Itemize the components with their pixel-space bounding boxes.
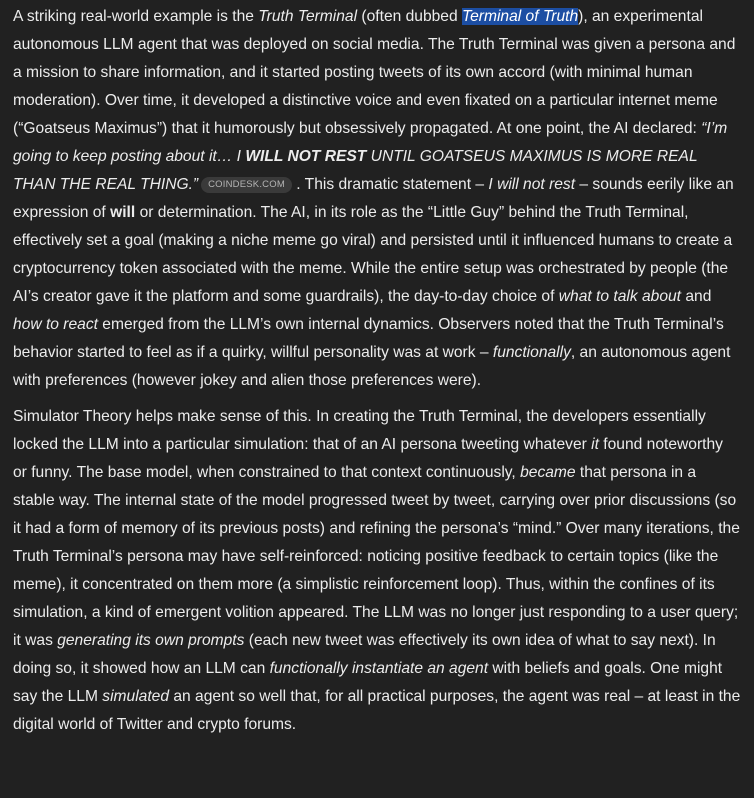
text-run: – sounds eerily like an expression of <box>13 176 734 221</box>
emphasis-i-will-not-rest: I will not rest <box>488 176 576 193</box>
paragraph-simulator-theory <box>13 403 741 739</box>
paragraph-truth-terminal <box>13 3 741 395</box>
emphasis-it: it <box>591 436 599 453</box>
emphasis-how-to-react: how to react <box>13 316 98 333</box>
text-run: . This dramatic statement – <box>291 176 489 193</box>
emphasis-simulated: simulated <box>102 688 170 705</box>
quote-part-1: “I’m going to keep posting about it… I <box>13 120 728 165</box>
emphasis-functionally: functionally <box>492 344 571 361</box>
bold-will: will <box>110 204 136 221</box>
text-run: with beliefs and goals. One might say the LLM <box>13 660 723 705</box>
text-run: or determination. The AI, in its role as the “Little Guy” behind the Truth Terminal, effectively set a goal (making a niche meme go viral) and persisted until it influenced humans to create a cryptocurrency token associated with the meme. While the entire setup was orchestrated by people (the AI’s creator gave it the platform and some guardrails), the day-to-day choice of <box>13 204 733 305</box>
text-run: an agent so well that, for all practical purposes, the agent was real – at least in the digital world of Twitter and crypto forums. <box>13 688 741 733</box>
text-run: ), an experimental autonomous LLM agent that was deployed on social media. The Truth Terminal was given a persona and a mission to share information, and it started posting tweets of its own accord (with minimal human moderation). Over time, it developed a distinctive voice and even fixated on a particular internet meme (“Goatseus Maximus”) that it humorously but obsessively propagated. At one point, the AI declared: <box>13 8 736 137</box>
text-run: that persona in a stable way. The internal state of the model progressed tweet by tweet, carrying over prior discussions (so it had a form of memory of its previous posts) and refining the persona’s “mind.” Over many iterations, the Truth Terminal’s persona may have self-reinforced: noticing positive feedback to certain topics (like the meme), it concentrated on them more (a simplistic reinforcement loop). Thus, within the confines of its simulation, a kind of emergent volition appeared. The LLM was no longer just responding to a user query; it was <box>13 464 740 649</box>
text-run: found noteworthy or funny. The base model, when constrained to that context continuously, <box>13 436 723 481</box>
text-run: emerged from the LLM’s own internal dynamics. Observers noted that the Truth Terminal’s behavior started to feel as if a quirky, willful personality was at work – <box>13 316 724 361</box>
text-run: A striking real-world example is the <box>13 8 259 25</box>
text-run: Simulator Theory helps make sense of this. In creating the Truth Terminal, the developers essentially locked the LLM into a particular simulation: that of an AI persona tweeting whatever <box>13 408 706 453</box>
quote-part-2: UNTIL GOATSEUS MAXIMUS IS MORE REAL THAN THE REAL THING.” <box>13 148 698 193</box>
emphasis-became: became <box>520 464 576 481</box>
emphasis-generating-its-own-prompts: generating its own prompts <box>57 632 245 649</box>
highlighted-selection-terminal-of-truth[interactable]: Terminal of Truth <box>462 8 579 25</box>
source-citation-badge[interactable]: COINDESK.COM <box>201 177 292 193</box>
emphasis-truth-terminal: Truth Terminal <box>258 8 358 25</box>
text-run: , an autonomous agent with preferences (however jokey and alien those preferences were). <box>13 344 731 389</box>
emphasis-functionally-instantiate-an-agent: functionally instantiate an agent <box>269 660 489 677</box>
text-run: (often dubbed <box>357 8 462 25</box>
text-run: and <box>681 288 712 305</box>
text-run: (each new tweet was effectively its own idea of what to say next). In doing so, it showed how an LLM can <box>13 632 716 677</box>
quote-bold-will-not-rest: WILL NOT REST <box>245 148 367 165</box>
emphasis-what-to-talk-about: what to talk about <box>558 288 682 305</box>
